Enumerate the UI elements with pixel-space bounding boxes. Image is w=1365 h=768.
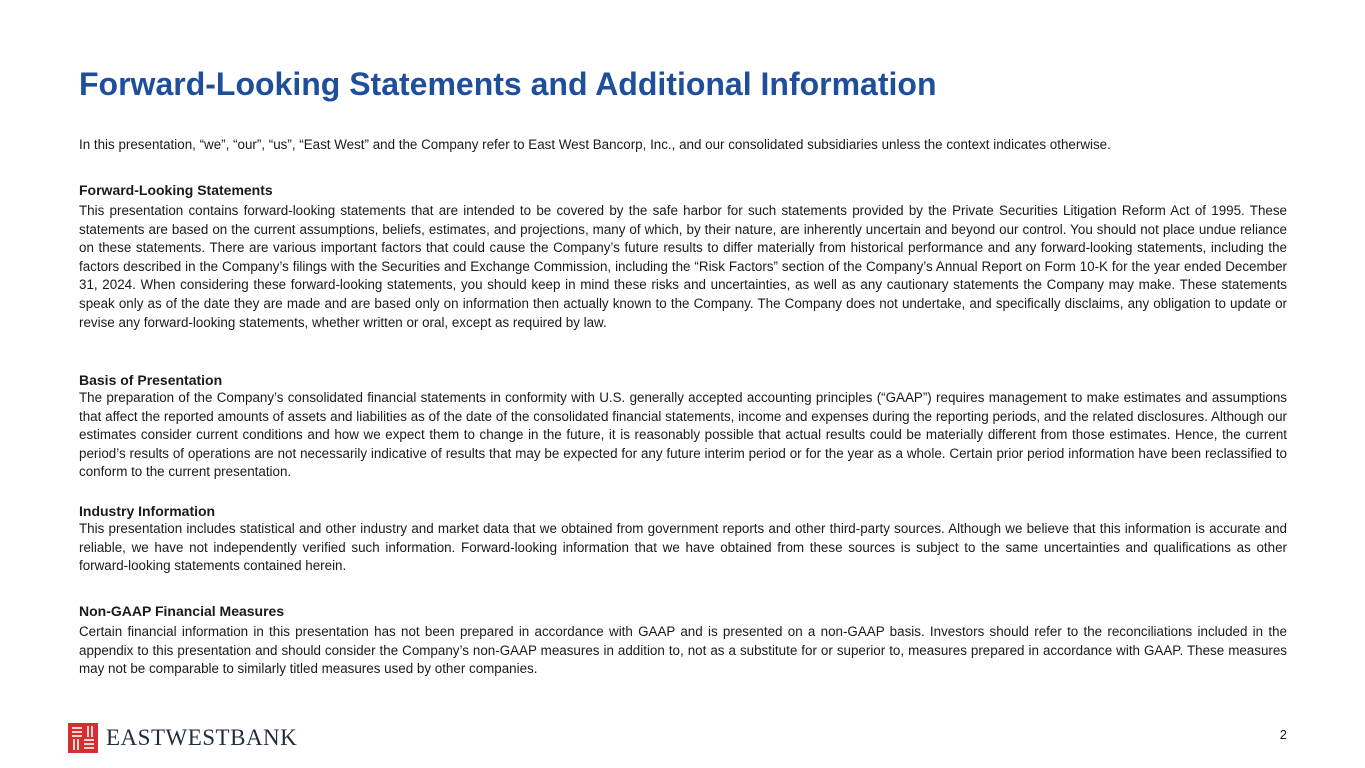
- section-forward-looking-statements: [79, 181, 1287, 332]
- section-body: Certain financial information in this presentation has not been prepared in accordance with GAAP and is presented on a non-GAAP basis. Investors should refer to the reconciliations included in the appendix to this presentation and should consider the Company’s non-GAAP measures in addition to, not as a substitute for or superior to, measures prepared in accordance with GAAP. These measures may not be comparable to similarly titled measures used by other companies.: [79, 624, 1287, 677]
- east-west-bank-icon: [68, 723, 98, 753]
- section-basis-of-presentation: [79, 371, 1287, 482]
- east-west-bank-logo: [68, 723, 297, 753]
- section-body: The preparation of the Company’s consolidated financial statements in conformity with U.S. generally accepted accounting principles (“GAAP”) requires management to make estimates and assumptions that affect the reported amounts of assets and liabilities as of the date of the consolidated financial statements, income and expenses during the reporting periods, and the related disclosures. Although our estimates consider current conditions and how we expect them to change in the future, it is reasonably possible that actual results could be materially different from those estimates. Hence, the current period’s results of operations are not necessarily indicative of results that may be expected for any future interim period or for the year as a whole. Certain prior period information have been reclassified to conform to the current presentation.: [79, 390, 1287, 480]
- section-non-gaap-financial-measures: [79, 602, 1287, 679]
- section-body: This presentation includes statistical and other industry and market data that we obtained from government reports and other third-party sources. Although we believe that this information is accurate and reliable, we have not independently verified such information. Forward-looking information that we have obtained from these sources is subject to the same uncertainties and qualifications as other forward-looking statements contained herein.: [79, 521, 1287, 574]
- slide-title: Forward-Looking Statements and Additional Information: [79, 66, 937, 102]
- section-heading: Industry Information: [79, 503, 216, 519]
- section-body: This presentation contains forward-looking statements that are intended to be covered by the safe harbor for such statements provided by the Private Securities Litigation Reform Act of 1995. These statements are based on the current assumptions, beliefs, estimates, and projections, many of which, by their nature, are inherently uncertain and beyond our control. You should not place undue reliance on these statements. There are various important factors that could cause the Company’s future results to differ materially from historical performance and any forward-looking statements, including the factors described in the Company’s filings with the Securities and Exchange Commission, including the “Risk Factors” section of the Company’s Annual Report on Form 10-K for the year ended December 31, 2024. When considering these forward-looking statements, you should keep in mind these risks and uncertainties, as well as any cautionary statements the Company may make. These statements speak only as of the date they are made and are based only on information then actually known to the Company. The Company does not undertake, and specifically disclaims, any obligation to update or revise any forward-looking statements, whether written or oral, except as required by law.: [79, 203, 1287, 330]
- section-heading: Non-GAAP Financial Measures: [79, 603, 285, 619]
- section-industry-information: [79, 502, 1287, 576]
- page-number: 2: [1279, 727, 1287, 742]
- section-heading: Basis of Presentation: [79, 372, 223, 388]
- section-heading: Forward-Looking Statements: [79, 182, 273, 198]
- logo-wordmark: EASTWESTBANK: [106, 725, 298, 750]
- intro-paragraph: In this presentation, “we”, “our”, “us”, “East West” and the Company refer to East West Bancorp, Inc., and our consolidated subsidiaries unless the context indicates otherwise.: [79, 137, 1111, 152]
